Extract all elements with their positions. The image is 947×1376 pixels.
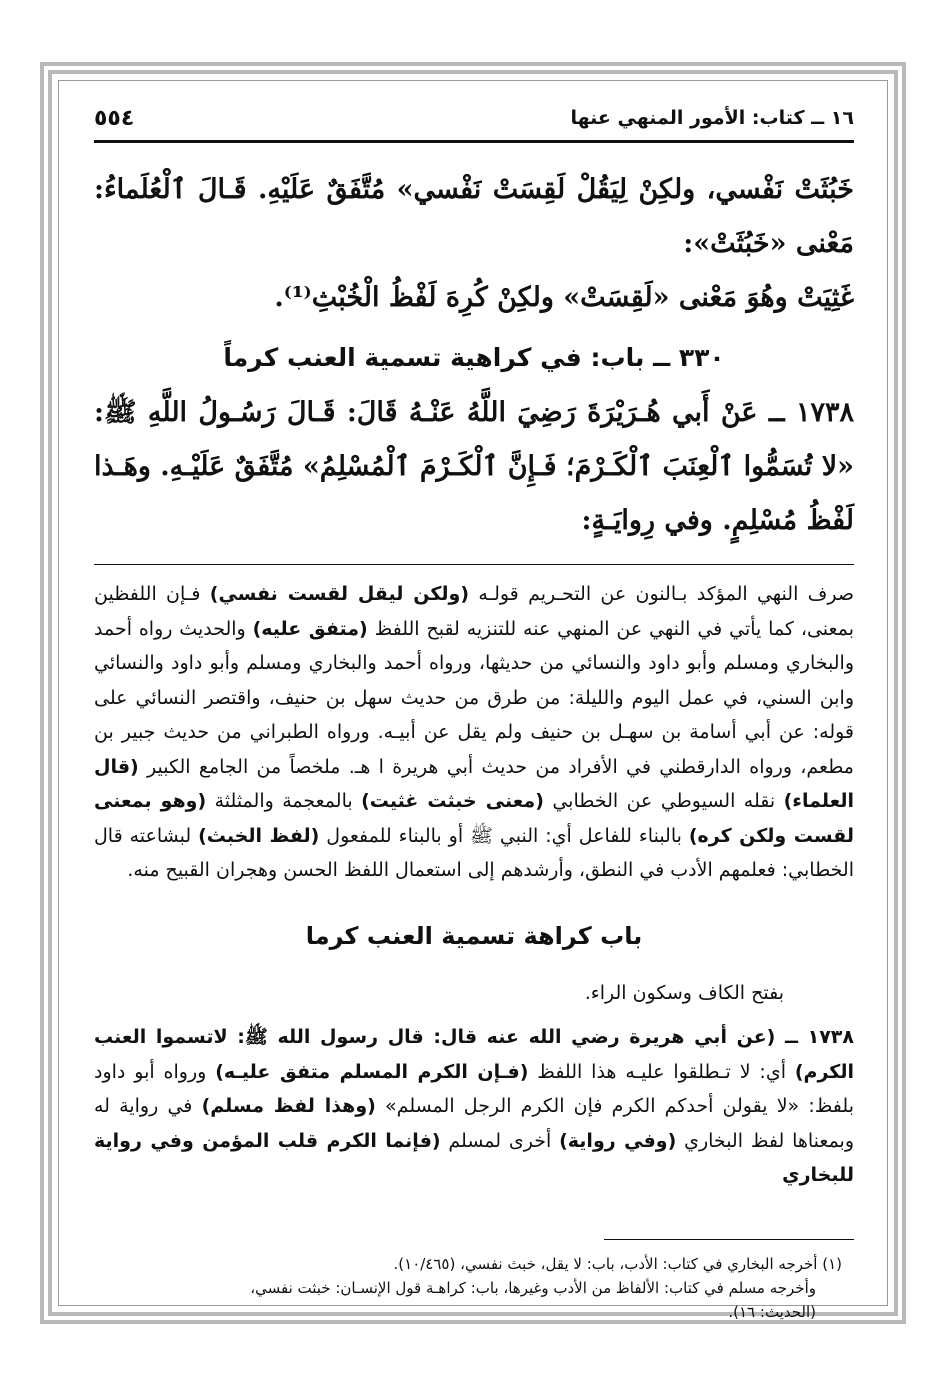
- quoted-phrase: (فإنما الكرم قلب المؤمن وفي رواية للبخاري: [94, 1129, 854, 1186]
- commentary-text: بالبناء للفاعل أي: النبي ﷺ أو بالبناء للمفعول: [319, 824, 689, 847]
- quoted-phrase: ١٧٣٨ ــ (عن أبي هريرة رضي الله عنه قال: قال رسول الله ﷺ: لاتسموا العنب الكرم): [94, 1026, 854, 1083]
- chapter-title: ٣٣٠ ــ باب: في كراهية تسمية العنب كرماً: [223, 343, 725, 372]
- commentary-paragraph-2: [94, 1020, 854, 1193]
- quoted-phrase: (معنى خبثت غثيت): [361, 790, 544, 812]
- quoted-phrase: (وفي رواية): [559, 1129, 677, 1152]
- commentary-section-title: باب كراهة تسمية العنب كرما: [305, 921, 643, 950]
- commentary-text: أي: لا تـطلقوا عليـه هذا اللفظ: [528, 1060, 795, 1083]
- page-content: [94, 98, 854, 1324]
- commentary-text: ورواه أبو داود بلفظ: «لا يقولن أحدكم الكرم فإن الكرم الرجل المسلم»: [94, 1060, 854, 1117]
- main-line-1: خَبُثَتْ نَفْسي، ولكِنْ لِيَقُلْ لَقِسَتْ نَفْسي» مُتَّفَقٌ عَلَيْهِ. قَـالَ ٱلْعُلَماءُ: مَعْنى «خَبُثَتْ»:: [94, 174, 854, 259]
- commentary-text: بالمعجمة والمثلثة: [206, 790, 362, 812]
- commentary-2: [94, 976, 854, 1193]
- commentary-text: أخرى لمسلم: [440, 1129, 560, 1152]
- running-header: [94, 98, 854, 138]
- book-title: ١٦ ــ كتاب: الأمور المنهي عنها: [570, 107, 854, 129]
- quoted-phrase: (وهذا لفظ مسلم): [201, 1095, 376, 1117]
- commentary-paragraph-1: [94, 577, 854, 888]
- main-text: [94, 163, 854, 325]
- header-rule: [94, 140, 854, 143]
- commentary-separator: [94, 564, 854, 565]
- commentary-text: نقله السيوطي عن الخطابي: [543, 790, 784, 812]
- footnote-1-cont: وأخرجه مسلم في كتاب: الألفاظ من الأدب وغيرها، باب: كراهـة قول الإنسـان: خبثت نفسي،: [250, 1278, 816, 1297]
- commentary-text: في رواية له وبمعناها لفظ البخاري: [94, 1095, 855, 1152]
- quoted-phrase: (قال العلماء): [94, 755, 854, 812]
- footnote-rule: [604, 1239, 854, 1240]
- hadith-1738: ١٧٣٨ ــ عَنْ أَبي هُـرَيْرَةَ رَضِيَ اللَّهُ عَنْـهُ قَالَ: قَـالَ رَسُـولُ اللَّهِ ﷺ: «لا تُسَمُّوا ٱلْعِنَبَ ٱلْكَـرْمَ؛ فَـإِنَّ ٱلْكَـرْمَ ٱلْمُسْلِمُ» مُتَّفَقٌ عَلَيْـهِ. وهَـذا لَفْظُ مُسْلِمٍ. وفي رِوايَـةٍ:: [94, 397, 854, 536]
- hadith-text: [94, 386, 854, 548]
- commentary-text: لبشاعته قال الخطابي: فعلمهم الأدب في النطق، وأرشدهم إلى استعمال اللفظ الحسن وهجران القبيح منه.: [94, 824, 854, 881]
- commentary-text: فـإن اللفظين بمعنى، كما يأتي في النهي عن المنهي عنه للتنزيه لقبح اللفظ: [94, 583, 854, 640]
- quoted-phrase: (وهو بمعنى لقست ولكن كره): [94, 790, 854, 847]
- page-number: ٥٥٤: [94, 105, 135, 131]
- footnotes: [94, 1252, 854, 1324]
- vowel-note: بفتح الكاف وسكون الراء.: [584, 981, 784, 1004]
- footnote-1-cont-2: (الحديث: ١٦).: [728, 1302, 816, 1321]
- quoted-phrase: (متفق عليه): [252, 617, 368, 640]
- quoted-phrase: (ولكن ليقل لقست نفسي): [209, 583, 470, 605]
- quoted-phrase: (لفظ الخبث): [198, 824, 320, 847]
- footnote-1: (١) أخرجه البخاري في كتاب: الأدب، باب: لا يقل، خبث نفسي، (١٠/٤٦٥).: [393, 1254, 842, 1273]
- commentary-text: والحديث رواه أحمد والبخاري ومسلم وأبو داود والنسائي من حديثها، ورواه أحمد والبخاري ومسلم وأبو داود والنسائي وابن السني، في عمل اليوم والليلة: من طرق من حديث سهل بن حنيف، واقتصر النسائي على قوله: عن أبي أسامة بن سهـل بن حنيف ولم يقل عن أبيـه. ورواه الطبراني من حديث جبير بن مطعم، ورواه الدارقطني في الأفراد من حديث أبي هريرة ا هـ. ملخصاً من الجامع الكبير: [94, 617, 854, 778]
- commentary-text: صرف النهي المؤكد بـالنون عن التحـريم قولـه: [469, 583, 854, 605]
- quoted-phrase: (فـإن الكرم المسلم متفق عليـه): [215, 1060, 529, 1083]
- main-line-2: غَثِيَتْ وهُوَ مَعْنى «لَقِسَتْ» ولكِنْ كُرِهَ لَفْظُ الْخُبْثِ⁽¹⁾.: [274, 282, 854, 313]
- commentary: [94, 577, 854, 888]
